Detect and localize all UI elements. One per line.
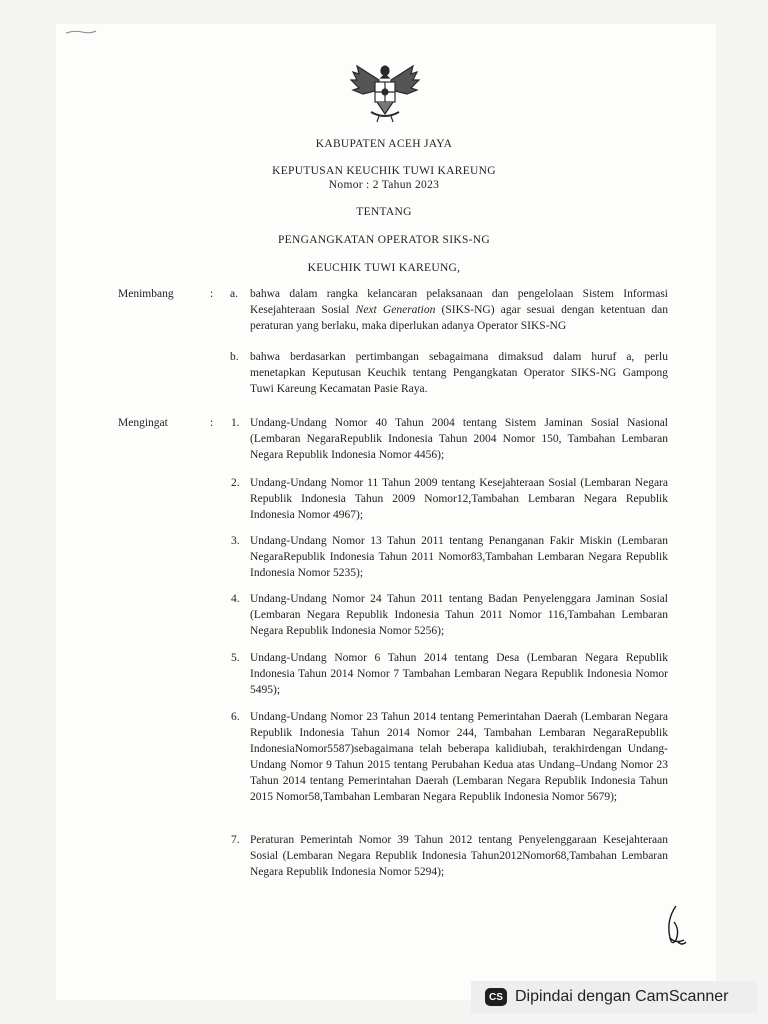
- menimbang-item-a-part1: bahwa dalam rangka kelancaran pelaksanaan dan pengelolaan Sistem Informasi Kesejahteraan Sosial: [250, 288, 668, 316]
- mengingat-item-7: Peraturan Pemerintah Nomor 39 Tahun 2012 tentang Penyelenggaraan Kesejahteraan Sosial (Lembaran Negara Republik Indonesia Tahun2012Nomor68,Tambahan Lembaran Negara Republik Indonesia Nomor 5294);: [250, 834, 668, 878]
- mengingat-item-1: Undang-Undang Nomor 40 Tahun 2004 tentang Sistem Jaminan Sosial Nasional (Lembaran NegaraRepublik Indonesia Tahun 2004 Nomor 150, Tambahan Lembaran Negara Republik Indonesia Nomor 4456);: [250, 417, 668, 461]
- decree-subject: PENGANGKATAN OPERATOR SIKS-NG: [277, 234, 491, 246]
- camscanner-text: Dipindai dengan CamScanner: [515, 988, 729, 1005]
- menimbang-item-b: bahwa berdasarkan pertimbangan sebagaimana dimaksud dalam huruf a, perlu menetapkan Keputusan Keuchik tentang Pengangkatan Operator SIKS-NG Gampong Tuwi Kareung Kecamatan Pasie Raya.: [250, 351, 668, 395]
- mengingat-item-6: Undang-Undang Nomor 23 Tahun 2014 tentang Pemerintahan Daerah (Lembaran Negara Republik Indonesia Tahun 2014 Nomor 244, Tambahan Lembaran NegaraRepublik IndonesiaNomor5587)sebagaimana telah beberapa kalidiubah, terakhirdengan Undang- Undang Nomor 9 Tahun 2015 tentang Perubahan Kedua atas Undang–Undang Nomor 23 Tahun 2014 tentang Pemerintahan Daerah (Lembaran Negara Republik Indonesia Tahun 2015 Nomor58,Tambahan Lembaran Negara Republik Indonesia Nomor 5679);: [250, 711, 668, 803]
- issuing-authority: KEUCHIK TUWI KAREUNG,: [307, 262, 461, 274]
- signature-initial: [662, 900, 692, 950]
- menimbang-marker-b: b.: [230, 351, 239, 363]
- camscanner-icon: CS: [485, 988, 507, 1006]
- menimbang-label: Menimbang: [118, 288, 174, 300]
- menimbang-item-a: [250, 286, 668, 334]
- mengingat-item-4: Undang-Undang Nomor 24 Tahun 2011 tentang Badan Penyelenggara Jaminan Sosial (Lembaran Negara Republik Indonesia Tahun 2011 Nomor 116,Tambahan Lembaran Negara Republik Indonesia Nomor 5256);: [250, 593, 668, 637]
- mengingat-item-3: Undang-Undang Nomor 13 Tahun 2011 tentang Penanganan Fakir Miskin (Lembaran NegaraRepublik Indonesia Tahun 2011 Nomor83,Tambahan Lembaran Negara Republik Indonesia Nomor 5235);: [250, 535, 668, 579]
- camscanner-watermark: [471, 981, 757, 1013]
- mengingat-label: Mengingat: [118, 417, 168, 429]
- mengingat-marker-5: 5.: [231, 652, 240, 664]
- mengingat-colon: :: [210, 417, 214, 429]
- menimbang-item-a-part2: (SIKS-NG) agar sesuai dengan ketentuan dan peraturan yang berlaku, maka diperlukan adanya Operator SIKS-NG: [250, 304, 669, 332]
- regency-heading: KABUPATEN ACEH JAYA: [315, 138, 453, 150]
- mengingat-marker-6: 6.: [231, 711, 240, 723]
- menimbang-marker-a: a.: [230, 288, 238, 300]
- garuda-emblem-icon: [349, 60, 421, 126]
- mengingat-marker-1: 1.: [231, 417, 240, 429]
- mengingat-marker-2: 2.: [231, 477, 240, 489]
- menimbang-colon: :: [210, 288, 214, 300]
- pen-mark: [64, 28, 98, 36]
- about-heading: TENTANG: [356, 206, 412, 218]
- decree-number: Nomor : 2 Tahun 2023: [328, 179, 440, 191]
- mengingat-marker-4: 4.: [231, 593, 240, 605]
- mengingat-marker-3: 3.: [231, 535, 240, 547]
- decree-title: KEPUTUSAN KEUCHIK TUWI KAREUNG: [272, 165, 496, 177]
- mengingat-item-2: Undang-Undang Nomor 11 Tahun 2009 tentang Kesejahteraan Sosial (Lembaran Negara Republik Indonesia Tahun 2009 Nomor12,Tambahan Lembaran Negara Republik Indonesia Nomor 4967);: [250, 477, 668, 521]
- menimbang-item-a-italic: Next Generation: [355, 304, 436, 316]
- mengingat-item-5: Undang-Undang Nomor 6 Tahun 2014 tentang Desa (Lembaran Negara Republik Indonesia Tahun 2014 Nomor 7 Tambahan Lembaran Negara Republik Indonesia Nomor 5495);: [250, 652, 668, 696]
- mengingat-marker-7: 7.: [231, 834, 240, 846]
